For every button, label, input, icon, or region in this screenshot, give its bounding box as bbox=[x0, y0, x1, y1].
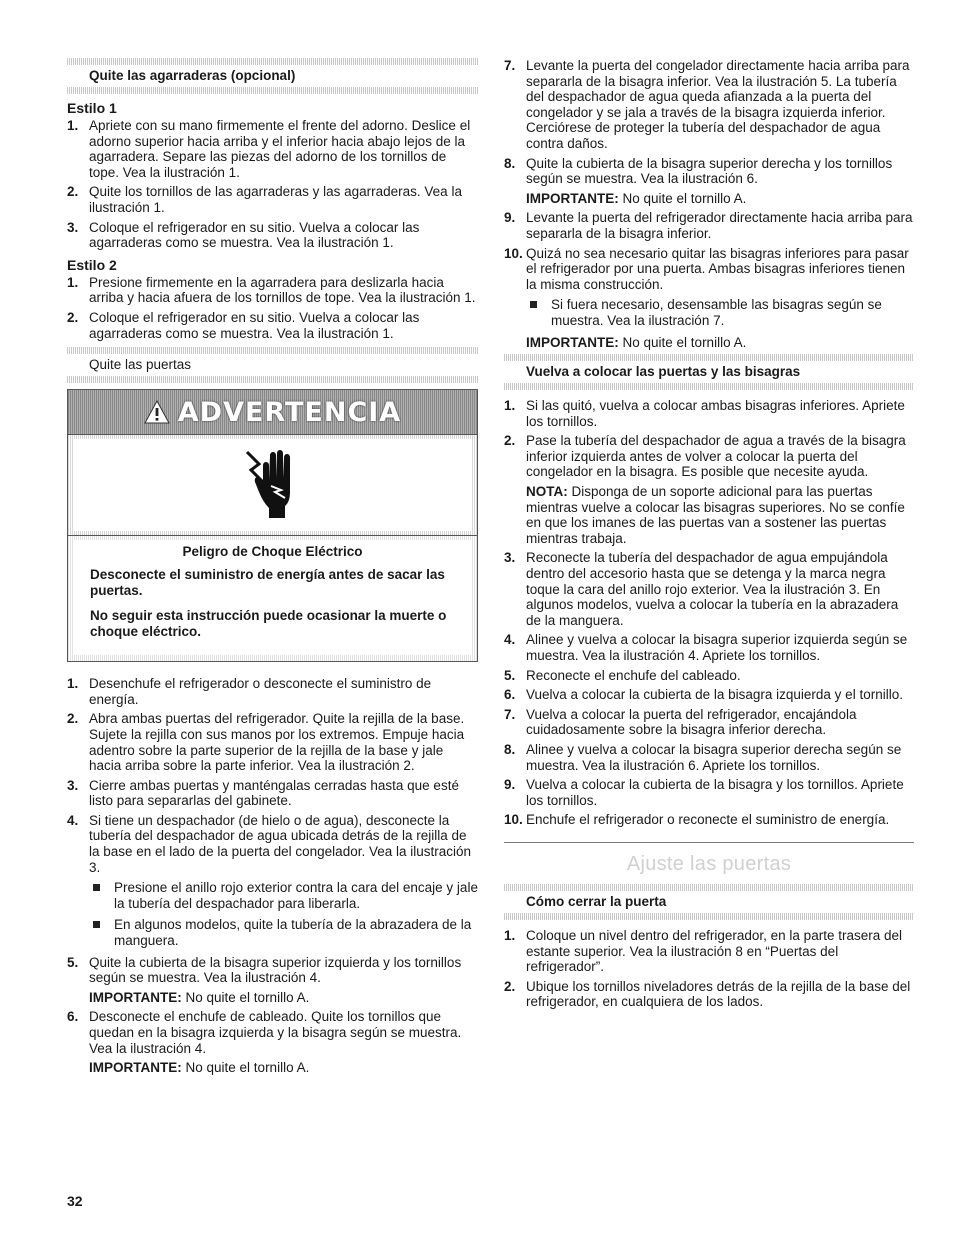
bullet-square-icon bbox=[530, 301, 537, 308]
warning-text-area bbox=[68, 536, 477, 661]
warning-line2: No seguir esta instrucción puede ocasionar la muerte o choque eléctrico. bbox=[90, 608, 447, 640]
section-title-adjust-doors: Ajuste las puertas bbox=[504, 842, 914, 876]
step-item bbox=[67, 220, 478, 251]
step-number: 1. bbox=[67, 118, 79, 133]
step-text: Coloque un nivel dentro del refrigerador, en la parte trasera del estante superior. Vea la ilustración 8 en “Puertas del refrigerador”. bbox=[526, 927, 902, 975]
step-item bbox=[67, 118, 478, 180]
warning-image-area bbox=[68, 434, 477, 536]
step-item bbox=[504, 742, 914, 773]
section-rule bbox=[504, 383, 914, 390]
step-number: 6. bbox=[504, 687, 516, 703]
step-number: 9. bbox=[504, 210, 516, 226]
step-item bbox=[504, 687, 914, 703]
important-label: IMPORTANTE: bbox=[526, 190, 619, 206]
warning-triangle-icon bbox=[144, 400, 170, 424]
step-number: 3. bbox=[504, 550, 516, 566]
step-text: Pase la tubería del despachador de agua a través de la bisagra inferior izquierda antes de volver a colocar la puerta del congelador en la bisagra. Es posible que necesite ayuda. bbox=[526, 433, 906, 480]
warning-header bbox=[68, 390, 477, 434]
step-item bbox=[67, 275, 478, 306]
step-text: Presione firmemente en la agarradera para deslizarla hacia arriba y hacia afuera de los tornillos de tope. Vea la ilustración 1. bbox=[89, 274, 476, 306]
important-text: No quite el tornillo A. bbox=[622, 334, 747, 350]
step-number: 1. bbox=[504, 927, 516, 943]
important-note bbox=[526, 335, 914, 351]
step-text: Apriete con su mano firmemente el frente del adorno. Deslice el adorno superior hacia arriba y el inferior hacia abajo lejos de la agarradera. Separe las piezas del adorno de los tornillos de tope. Vea la ilustración 1. bbox=[89, 118, 471, 180]
step-item bbox=[504, 246, 914, 351]
important-note bbox=[526, 191, 914, 207]
step-number: 7. bbox=[504, 58, 516, 73]
style1-title: Estilo 1 bbox=[67, 100, 117, 116]
section-rule bbox=[67, 347, 478, 354]
step-text: Vuelva a colocar la cubierta de la bisagra y los tornillos. Apriete los tornillos. bbox=[526, 777, 904, 808]
bullet-list bbox=[89, 880, 478, 948]
section-title-remove-doors: Quite las puertas bbox=[89, 357, 192, 373]
bullet-text: En algunos modelos, quite la tubería de la abrazadera de la manguera. bbox=[114, 917, 472, 949]
step-number: 2. bbox=[504, 978, 516, 994]
bullet-text: Presione el anillo rojo exterior contra la cara del encaje y jale la tubería del despachador para liberarla. bbox=[114, 880, 478, 911]
style2-steps bbox=[67, 275, 478, 341]
bullet-text: Si fuera necesario, desensamble las bisagras según se muestra. Vea la ilustración 7. bbox=[551, 297, 882, 328]
step-number: 2. bbox=[67, 309, 79, 325]
step-number: 10. bbox=[504, 245, 523, 261]
important-text: Disponga de un soporte adicional para las puertas mientras vuelve a colocar las bisagras superiores. No se confíe en que los imanes de las puertas van a sostener las puertas mientras trabaja. bbox=[526, 484, 905, 546]
step-number: 1. bbox=[67, 274, 79, 290]
step-text: Abra ambas puertas del refrigerador. Quite la rejilla de la base. Sujete la rejilla con sus manos por los extremos. Empuje hacia adentro sobre la parte superior de la rejilla de la base y jale hacia arriba sobre la parte inferior. Vea la ilustración 2. bbox=[89, 711, 465, 774]
important-text: No quite el tornillo A. bbox=[622, 190, 747, 206]
step-number: 8. bbox=[504, 155, 516, 171]
section-rule bbox=[504, 913, 914, 920]
step-item bbox=[504, 398, 914, 429]
step-item bbox=[504, 707, 914, 738]
step-number: 1. bbox=[504, 398, 516, 414]
step-item bbox=[504, 156, 914, 207]
step-item bbox=[67, 955, 478, 1006]
step-text: Alinee y vuelva a colocar la bisagra superior izquierda según se muestra. Vea la ilustración 4. Apriete los tornillos. bbox=[526, 632, 908, 663]
warning-hazard: Peligro de Choque Eléctrico bbox=[182, 544, 363, 560]
important-label: IMPORTANTE: bbox=[89, 1060, 182, 1076]
door-steps bbox=[67, 676, 478, 1076]
step-item bbox=[67, 778, 478, 809]
section-rule bbox=[67, 58, 478, 65]
step-number: 2. bbox=[67, 711, 79, 727]
section-title-handles: Quite las agarraderas (opcional) bbox=[89, 68, 296, 83]
step-number: 4. bbox=[504, 632, 516, 648]
step-number: 8. bbox=[504, 741, 516, 757]
step-text: Levante la puerta del congelador directamente hacia arriba para separarla de la bisagra inferior. Vea la ilustración 5. La tubería del despachador de agua queda afianzada a la puerta del congelador y se jala a través de la bisagra izquierda inferior. Cerciórese de proteger la tubería del despachador de agua contra daños. bbox=[526, 58, 910, 151]
step-item bbox=[67, 310, 478, 341]
warning-box bbox=[67, 389, 478, 662]
step-text: Ubique los tornillos niveladores detrás de la rejilla de la base del refrigerador, en cualquiera de los lados. bbox=[526, 978, 911, 1010]
section-rule bbox=[67, 376, 478, 383]
left-column bbox=[67, 58, 478, 1080]
step-text: Reconecte el enchufe del cableado. bbox=[526, 667, 741, 683]
step-number: 4. bbox=[67, 812, 79, 828]
step-text: Cierre ambas puertas y manténgalas cerradas hasta que esté listo para separarlas del gabinete. bbox=[89, 777, 459, 809]
step-number: 10. bbox=[504, 812, 523, 828]
step-text: Si las quitó, vuelva a colocar ambas bisagras inferiores. Apriete los tornillos. bbox=[526, 398, 905, 429]
section-title-replace-doors: Vuelva a colocar las puertas y las bisagras bbox=[526, 364, 801, 380]
step-number: 6. bbox=[67, 1009, 79, 1025]
close-steps bbox=[504, 928, 914, 1010]
right-column bbox=[504, 58, 914, 1014]
step-text: Quite la cubierta de la bisagra superior izquierda y los tornillos según se muestra. Vea la ilustración 4. bbox=[89, 954, 462, 986]
step-item bbox=[504, 668, 914, 684]
step-item bbox=[504, 550, 914, 628]
step-number: 2. bbox=[67, 184, 79, 200]
step-item bbox=[504, 433, 914, 546]
step-number: 5. bbox=[67, 954, 79, 970]
bullet-list bbox=[526, 297, 914, 328]
step-number: 7. bbox=[504, 706, 516, 722]
important-note bbox=[89, 1060, 478, 1076]
step-item bbox=[504, 632, 914, 663]
section-title-close-door: Cómo cerrar la puerta bbox=[526, 893, 667, 909]
warning-line1: Desconecte el suministro de energía antes de sacar las puertas. bbox=[90, 567, 445, 599]
warning-title: ADVERTENCIA bbox=[177, 396, 402, 428]
step-number: 3. bbox=[67, 777, 79, 793]
step-item bbox=[504, 812, 914, 828]
step-text: Enchufe el refrigerador o reconecte el suministro de energía. bbox=[526, 812, 890, 828]
electric-shock-hand-icon bbox=[241, 444, 305, 527]
section-rule bbox=[504, 884, 914, 891]
step-item bbox=[67, 813, 478, 949]
replace-steps bbox=[504, 398, 914, 828]
style1-steps bbox=[67, 118, 478, 251]
step-item bbox=[504, 210, 914, 241]
section-rule bbox=[67, 87, 478, 94]
step-text: Levante la puerta del refrigerador directamente hacia arriba para separarla de la bisagra inferior. bbox=[526, 210, 913, 241]
important-note bbox=[89, 990, 478, 1006]
step-item bbox=[504, 58, 914, 152]
style2-title: Estilo 2 bbox=[67, 256, 117, 273]
step-text: Vuelva a colocar la puerta del refrigerador, encajándola cuidadosamente sobre la bisagra inferior derecha. bbox=[526, 706, 857, 738]
step-text: Quite la cubierta de la bisagra superior derecha y los tornillos según se muestra. Vea la ilustración 6. bbox=[526, 155, 893, 187]
step-number: 5. bbox=[504, 667, 516, 683]
step-item bbox=[504, 777, 914, 808]
bullet-item bbox=[89, 880, 478, 911]
step-number: 1. bbox=[67, 676, 79, 692]
step-number: 2. bbox=[504, 433, 516, 449]
step-item bbox=[504, 928, 914, 975]
important-note bbox=[526, 484, 914, 546]
step-text: Coloque el refrigerador en su sitio. Vuelva a colocar las agarraderas como se muestra. Vea la ilustración 1. bbox=[89, 309, 420, 341]
step-item bbox=[67, 711, 478, 773]
important-label: IMPORTANTE: bbox=[89, 989, 182, 1005]
step-item bbox=[67, 184, 478, 215]
step-text: Quizá no sea necesario quitar las bisagras inferiores para pasar el refrigerador por una puerta. Ambas bisagras inferiores tienen la misma construcción. bbox=[526, 245, 909, 292]
important-text: No quite el tornillo A. bbox=[185, 989, 310, 1005]
bullet-square-icon bbox=[93, 884, 100, 891]
bullet-square-icon bbox=[93, 921, 100, 928]
step-text: Desconecte el enchufe de cableado. Quite los tornillos que quedan en la bisagra izquierda y la bisagra según se muestra. Vea la ilustración 4. bbox=[89, 1009, 462, 1056]
door-steps-continued bbox=[504, 58, 914, 350]
section-rule bbox=[504, 354, 914, 361]
bullet-item bbox=[526, 297, 914, 328]
step-item bbox=[67, 1009, 478, 1075]
step-text: Vuelva a colocar la cubierta de la bisagra izquierda y el tornillo. bbox=[526, 687, 903, 703]
important-label: NOTA: bbox=[526, 484, 568, 500]
step-text: Quite los tornillos de las agarraderas y las agarraderas. Vea la ilustración 1. bbox=[89, 184, 462, 215]
step-number: 3. bbox=[67, 219, 79, 235]
step-text: Reconecte la tubería del despachador de agua empujándola dentro del accesorio hasta que se detenga y la marca negra toque la cara del anillo rojo exterior. Vea la ilustración 3. En algunos modelos, vuelva a colocar la tubería en la abrazadera de la manguera. bbox=[526, 550, 899, 628]
bullet-item bbox=[89, 917, 478, 948]
page-number: 32 bbox=[67, 1193, 83, 1209]
step-item bbox=[67, 676, 478, 707]
step-text: Alinee y vuelva a colocar la bisagra superior derecha según se muestra. Vea la ilustración 6. Apriete los tornillos. bbox=[526, 741, 902, 773]
step-text: Coloque el refrigerador en su sitio. Vuelva a colocar las agarraderas como se muestra. Vea la ilustración 1. bbox=[89, 219, 420, 251]
step-item bbox=[504, 979, 914, 1010]
step-number: 9. bbox=[504, 777, 516, 793]
important-text: No quite el tornillo A. bbox=[185, 1060, 310, 1076]
step-text: Si tiene un despachador (de hielo o de agua), desconecte la tubería del despachador de agua ubicada detrás de la rejilla de la base en el lado de la puerta del congelador. Vea la ilustración 3. bbox=[89, 812, 472, 875]
step-text: Desenchufe el refrigerador o desconecte el suministro de energía. bbox=[89, 676, 432, 707]
important-label: IMPORTANTE: bbox=[526, 334, 619, 350]
